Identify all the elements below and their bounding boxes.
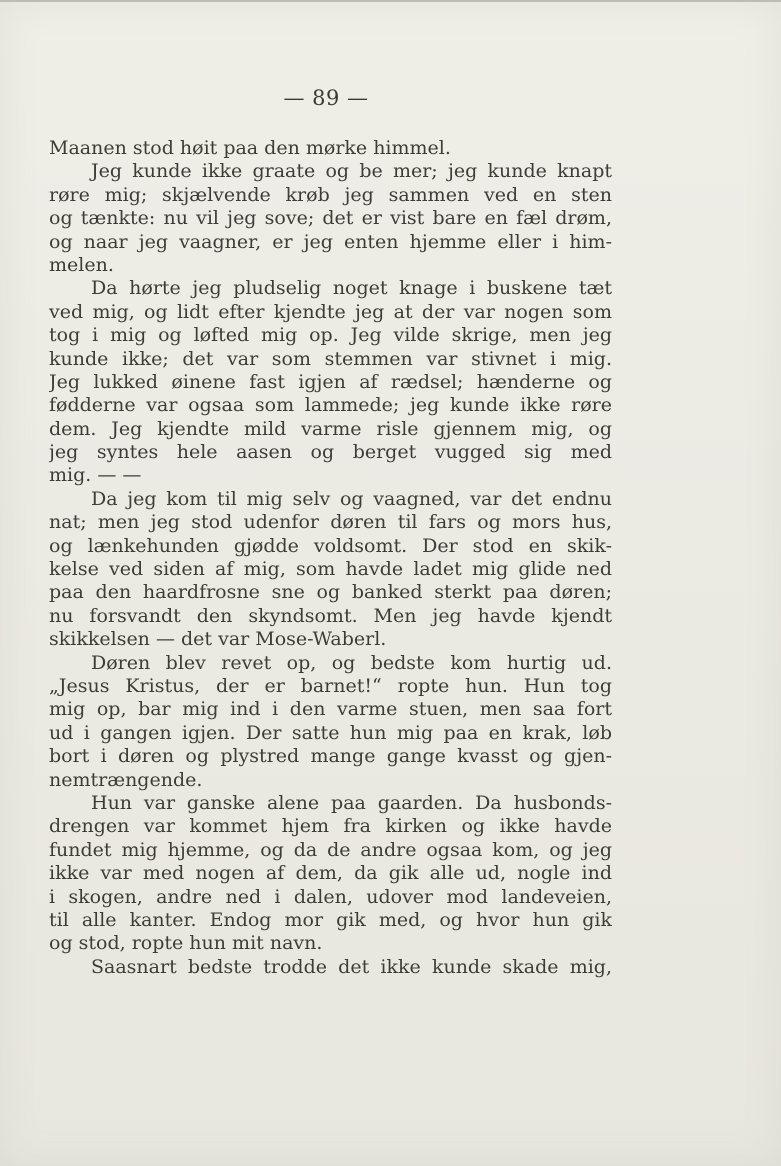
text-line: nu forsvandt den skyndsomt. Men jeg havde kjendt [49, 604, 612, 627]
text-line: og stod, ropte hun mit navn. [49, 932, 323, 955]
page-number: — 89 — [283, 86, 369, 110]
text-line: Jeg kunde ikke graate og be mer; jeg kunde knapt [91, 160, 612, 183]
text-line: dem. Jeg kjendte mild varme risle gjennem mig, og [49, 417, 612, 440]
text-line: til alle kanter. Endog mor gik med, og hvor hun gik [49, 908, 612, 931]
text-line: drengen var kommet hjem fra kirken og ikke havde [49, 815, 612, 838]
text-line: Da hørte jeg pludselig noget knage i buskene tæt [91, 277, 612, 300]
text-line: Da jeg kom til mig selv og vaagned, var det endnu [91, 487, 612, 510]
text-line: bort i døren og plystred mange gange kvasst og gjen- [49, 745, 612, 768]
text-line: skikkelsen — det var Mose-Waberl. [49, 628, 387, 651]
text-line: og tænkte: nu vil jeg sove; det er vist bare en fæl drøm, [49, 207, 612, 230]
text-line: fødderne var ogsaa som lammede; jeg kunde ikke røre [49, 394, 612, 417]
page-top-edge [0, 0, 781, 2]
text-line: og naar jeg vaagner, er jeg enten hjemme eller i him- [49, 230, 612, 253]
text-line: i skogen, andre ned i dalen, udover mod landeveien, [49, 885, 612, 908]
text-line: mig op, bar mig ind i den varme stuen, men saa fort [49, 698, 612, 721]
text-line: Døren blev revet op, og bedste kom hurtig ud. [91, 651, 612, 674]
text-line: fundet mig hjemme, og da de andre ogsaa kom, og jeg [49, 838, 612, 861]
text-line: tog i mig og løfted mig op. Jeg vilde skrige, men jeg [49, 324, 612, 347]
text-line: røre mig; skjælvende krøb jeg sammen ved en sten [49, 183, 612, 206]
text-line: ud i gangen igjen. Der satte hun mig paa en krak, løb [49, 721, 612, 744]
text-line: Hun var ganske alene paa gaarden. Da husbonds- [91, 791, 612, 814]
text-line: mig. — — [49, 464, 142, 487]
text-line: Jeg lukked øinene fast igjen af rædsel; hænderne og [49, 370, 612, 393]
text-line: paa den haardfrosne sne og banked sterkt paa døren; [49, 581, 612, 604]
text-line: ved mig, og lidt efter kjendte jeg at der var nogen som [49, 300, 612, 323]
text-line: nemtrængende. [49, 768, 203, 791]
text-line: Maanen stod høit paa den mørke himmel. [49, 137, 451, 159]
text-line: ikke var med nogen af dem, da gik alle ud, nogle ind [49, 862, 612, 885]
body-text [49, 137, 612, 979]
text-line: kunde ikke; det var som stemmen var stivnet i mig. [49, 347, 612, 370]
text-line: „Jesus Kristus, der er barnet!“ ropte hun. Hun tog [49, 674, 612, 697]
text-line: Saasnart bedste trodde det ikke kunde skade mig, [91, 955, 612, 978]
text-line: jeg syntes hele aasen og berget vugged sig med [49, 441, 612, 464]
text-line: nat; men jeg stod udenfor døren til fars og mors hus, [49, 511, 612, 534]
text-line: kelse ved siden af mig, som havde ladet mig glide ned [49, 558, 612, 581]
text-line: melen. [49, 253, 114, 276]
text-line: og lænkehunden gjødde voldsomt. Der stod en skik- [49, 534, 612, 557]
